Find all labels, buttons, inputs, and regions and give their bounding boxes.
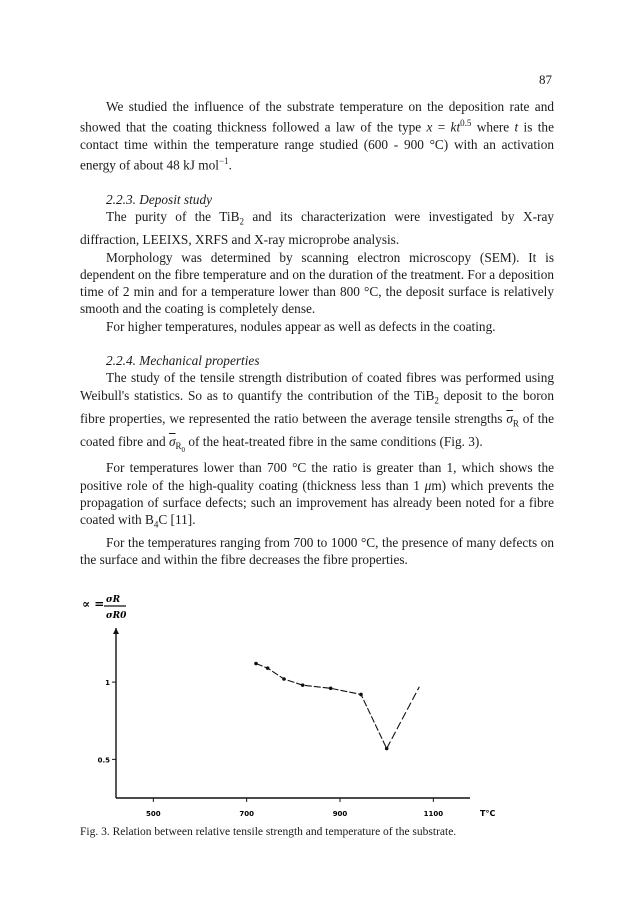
x-tick-label: 700 — [239, 810, 254, 818]
series-line-main — [256, 664, 387, 749]
paragraph-morphology: Morphology was determined by scanning electron microscopy (SEM). It is dependent on the fibre temperature and on the duration of the treatment. For a deposition time of 2 min and for a temperature lower than 800 °C, the deposit surface is relatively smooth and the coating is completely dense. — [80, 249, 554, 317]
axes — [98, 628, 470, 818]
paragraph-defects: For the temperatures ranging from 700 to 1000 °C, the presence of many defects on the surface and within the fibre decreases the fibre properties. — [80, 535, 554, 568]
x-tick-label: 900 — [332, 810, 348, 818]
chart-svg — [80, 592, 554, 822]
data-point — [359, 693, 363, 697]
body-text — [80, 98, 554, 569]
x-tick-label: 500 — [146, 810, 161, 818]
paragraph-purity: The purity of the TiB$_2$ and its characterization were investigated by X-ray diffraction, LEEIXS, XRFS and X-ray microprobe analysis. — [80, 209, 554, 248]
paragraph-deposition-rate: We studied the influence of the substrate temperature on the deposition rate and showed that the coating thickness followed a law of the type $x = kt^{0.5}$ where t is the contact time within the temperature range studied (600 - 900 °C) with an activation energy of about 48 kJ mol$^{-1}$. — [80, 99, 554, 173]
y-tick-label: 0.5 — [97, 756, 110, 765]
y-label-denominator: σR0 — [106, 611, 127, 621]
figure-3-chart — [80, 592, 554, 822]
data-point — [282, 677, 286, 681]
paragraph-ratio-greater: For temperatures lower than 700 °C the ratio is greater than 1, which shows the positive role of the high-quality coating (thickness less than 1 μm) which prevents the propagation of surface defects; such an improvement has already been noted for a fibre coated with $B_4C$ [11]. — [80, 460, 554, 530]
y-label-numerator: σR — [106, 595, 121, 605]
data-point — [301, 683, 305, 687]
x-tick-label: 1100 — [423, 810, 444, 818]
page-number: 87 — [539, 72, 552, 87]
data-point — [266, 666, 270, 670]
figure-caption: Fig. 3. Relation between relative tensile strength and temperature of the substrate. — [80, 826, 457, 838]
paragraph-nodules: For higher temperatures, nodules appear as well as defects in the coating. — [106, 318, 496, 334]
data-point — [329, 686, 333, 690]
paragraph-weibull: The study of the tensile strength distribution of coated fibres was performed using Weibull's statistics. So as to quantify the contribution of the TiB$_2$ deposit to the boron fibre properties, we represented the ratio between the average tensile strengths $\overline{\sigma}_R$ of the coated fibre and $\overline{\sigma}_{R_0}$ of the heat-treated fibre in the same conditions (Fig. 3). — [80, 370, 554, 455]
y-tick-label: 1 — [105, 679, 110, 688]
section-heading-deposit-study: 2.2.3. Deposit study — [106, 192, 212, 208]
series-line-rising — [387, 687, 420, 749]
section-heading-mechanical-properties: 2.2.4. Mechanical properties — [106, 353, 260, 369]
x-axis-label: T°C — [480, 809, 496, 818]
y-axis-label — [82, 595, 127, 621]
data-marks — [254, 662, 419, 751]
y-axis-arrow — [113, 628, 119, 634]
y-label-alpha: ∝ = — [82, 597, 105, 611]
data-point — [254, 662, 258, 666]
